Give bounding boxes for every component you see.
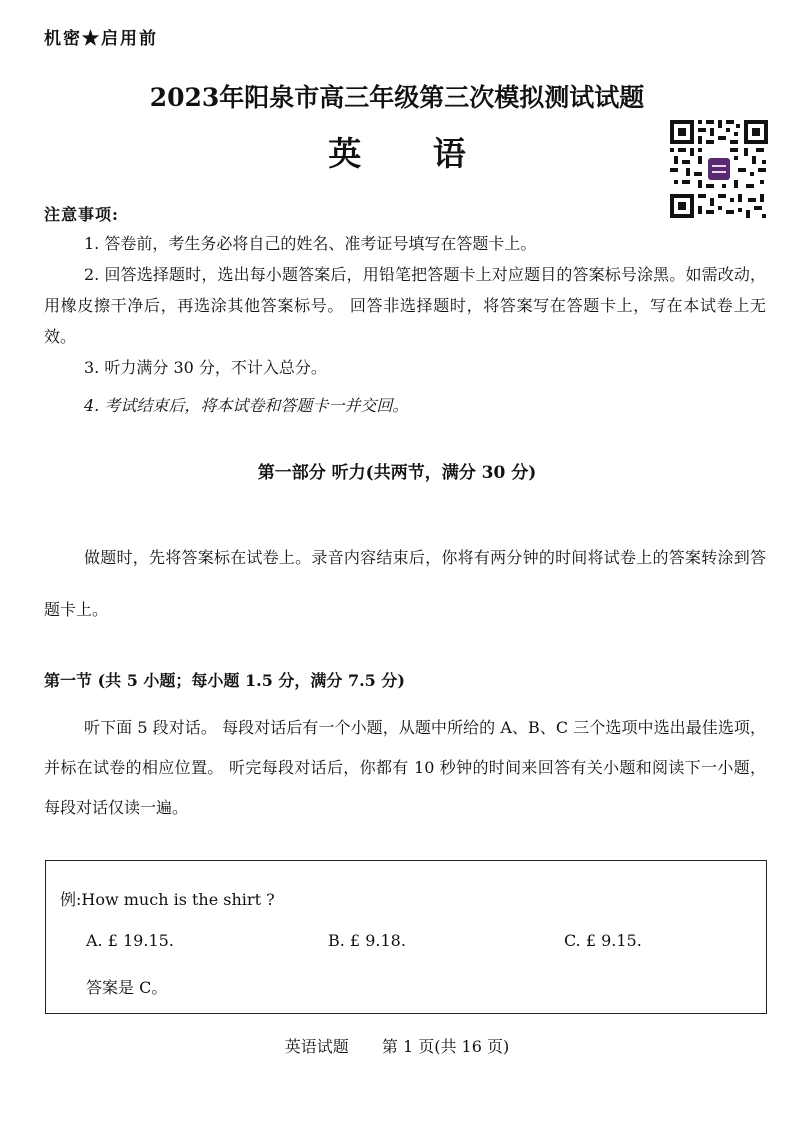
- footer-page-number: 第 1 页(共 16 页): [381, 1037, 510, 1056]
- subject-title: 英 语: [328, 134, 496, 173]
- notice-item-1: 1. 答卷前，考生务必将自己的姓名、准考证号填写在答题卡上。: [84, 234, 537, 253]
- example-option-c: C. £ 9.15.: [564, 931, 642, 950]
- example-option-b: B. £ 9.18.: [328, 931, 406, 950]
- example-answer: 答案是 C。: [86, 978, 168, 997]
- footer-subject-label: 英语试题: [284, 1037, 349, 1056]
- notice-heading: 注意事项:: [44, 205, 119, 224]
- qr-code-icon: [668, 118, 770, 220]
- part-one-instruction: 做题时，先将答案标在试卷上。录音内容结束后，你将有两分钟的时间将试卷上的答案转涂到答题卡上。: [44, 548, 766, 619]
- page-footer: [0, 1034, 794, 1057]
- section-one-title: 第一节 (共 5 小题；每小题 1.5 分，满分 7.5 分): [44, 671, 405, 690]
- example-box: [45, 860, 767, 1014]
- example-question: 例:How much is the shirt ?: [60, 890, 275, 909]
- section-one-instruction: 听下面 5 段对话。 每段对话后有一个小题，从题中所给的 A、B、C 三个选项中选出最佳选项，并标在试卷的相应位置。 听完每段对话后，你都有 10 秒钟的时间来回答有关小题和阅读下一小题，每段对话仅读一遍。: [44, 718, 766, 817]
- example-option-a: A. £ 19.15.: [86, 931, 174, 950]
- notice-item-4: 4. 考试结束后，将本试卷和答题卡一并交回。: [84, 396, 409, 415]
- part-one-title: 第一部分 听力(共两节，满分 30 分): [257, 463, 537, 483]
- notice-item-3: 3. 听力满分 30 分，不计入总分。: [84, 358, 327, 377]
- exam-title: 2023年阳泉市高三年级第三次模拟测试试题: [149, 83, 645, 112]
- confidential-label: 机密★启用前: [44, 29, 158, 49]
- notice-item-2: 2. 回答选择题时，选出每小题答案后，用铅笔把答题卡上对应题目的答案标号涂黑。如需改动，用橡皮擦干净后，再选涂其他答案标号。 回答非选择题时，将答案写在答题卡上，写在本试卷上无效。: [44, 265, 766, 346]
